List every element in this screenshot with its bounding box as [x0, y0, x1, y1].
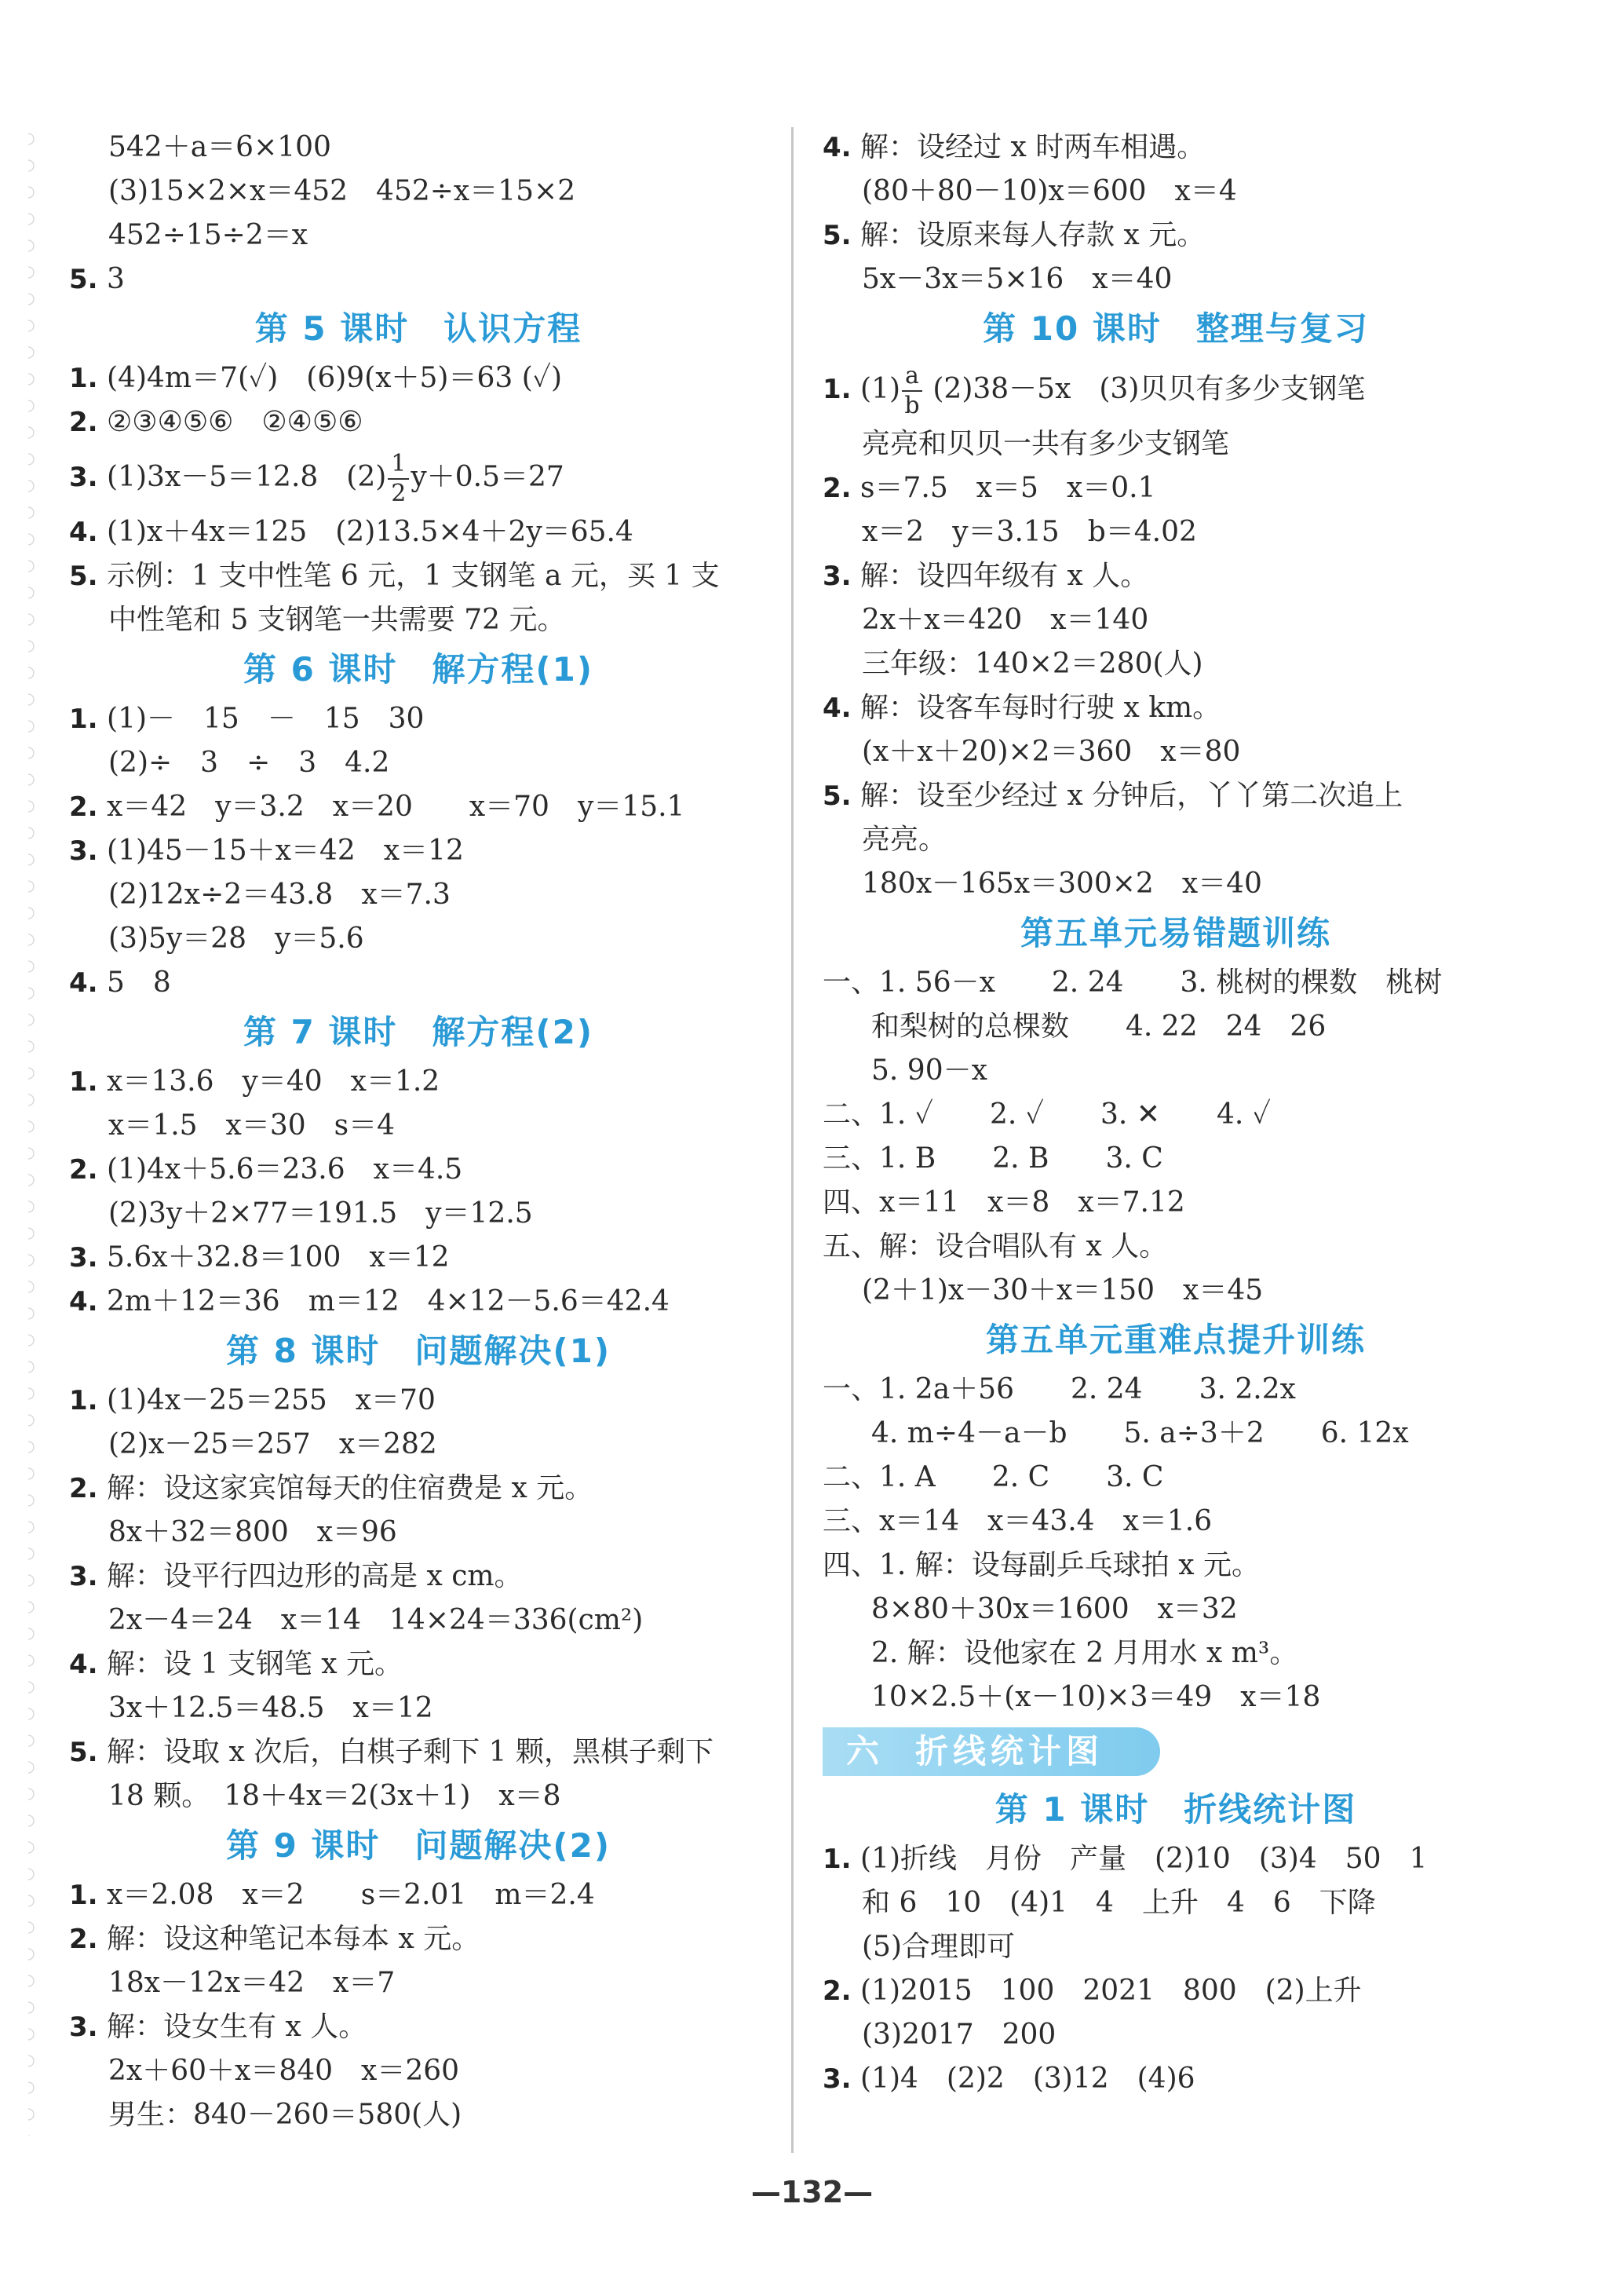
section-heading: 第 1 课时 折线统计图 — [994, 1790, 1357, 1829]
item-text: 解：设平行四边形的高是 x cm。 — [107, 1560, 523, 1592]
fraction: $\frac{a}{b}$ — [902, 364, 922, 418]
item-text: (1)－ 15 － 15 30 — [107, 703, 425, 735]
item-text: 解：设这种笔记本每本 x 元。 — [107, 1923, 480, 1955]
text-line: 中性笔和 5 支钢笔一共需要 72 元。 — [108, 604, 566, 636]
text-line: (2)x－25＝257 x＝282 — [108, 1428, 437, 1460]
text-line: (2＋1)x－30＋x＝150 x＝45 — [862, 1274, 1264, 1306]
answer-item: 一、1. 56－x 2. 24 3. 桃树的棵数 桃树 — [823, 967, 1443, 999]
text-line: 452÷15÷2＝x — [108, 219, 308, 251]
answer-item: 5. 解：设原来每人存款 x 元。 — [823, 219, 1206, 251]
answer-item: 4. 解：设客车每时行驶 x km。 — [823, 692, 1221, 724]
answer-item: 3. 解：设平行四边形的高是 x cm。 — [69, 1560, 523, 1592]
item-text: (1)x＋4x＝125 (2)13.5×4＋2y＝65.4 — [107, 516, 633, 548]
answer-item — [69, 258, 768, 301]
answer-item: 3. 5.6x＋32.8＝100 x＝12 — [69, 1241, 450, 1274]
answer-item: 5. 解：设至少经过 x 分钟后，丫丫第二次追上 — [823, 780, 1403, 812]
text-line: 5. 90－x — [871, 1054, 987, 1087]
answer-item: 3. (1)45－15＋x＝42 x＝12 — [69, 835, 464, 867]
item-text: x＝42 y＝3.2 x＝20 x＝70 y＝15.1 — [107, 791, 685, 823]
unit-number: 六 — [846, 1732, 885, 1771]
item-text: 解：设客车每时行驶 x km。 — [860, 692, 1221, 724]
answer-item: 2. (1)2015 100 2021 800 (2)上升 — [823, 1975, 1362, 2007]
text-line: 三年级：140×2＝280(人) — [862, 648, 1203, 680]
text-line: 542＋a＝6×100 — [108, 131, 331, 163]
item-text: (1)2015 100 2021 800 (2)上升 — [860, 1975, 1362, 2007]
text-line: (3)2017 200 — [862, 2019, 1057, 2051]
text-line: 10×2.5＋(x－10)×3＝49 x＝18 — [871, 1681, 1321, 1713]
item-text: 解：设 1 支钢笔 x 元。 — [107, 1648, 403, 1680]
item-text: 5 8 — [107, 967, 171, 999]
item-text: x＝2.08 x＝2 s＝2.01 m＝2.4 — [107, 1879, 595, 1911]
section-heading: 第 5 课时 认识方程 — [254, 309, 582, 348]
answer-item: 2. (1)4x＋5.6＝23.6 x＝4.5 — [69, 1153, 463, 1186]
left-column — [69, 126, 768, 2137]
answer-item: 4. 5 8 — [69, 967, 171, 999]
answer-item: 2. ②③④⑤⑥ ②④⑤⑥ — [69, 406, 363, 438]
text-line: (3)5y＝28 y＝5.6 — [108, 923, 364, 955]
item-text: 解：设女生有 x 人。 — [107, 2011, 367, 2043]
text-line: 2x－4＝24 x＝14 14×24＝336(cm²) — [108, 1604, 644, 1636]
answer-item: 二、1. A 2. C 3. C — [823, 1461, 1164, 1493]
answer-item: 2. 解：设这家宾馆每天的住宿费是 x 元。 — [69, 1472, 593, 1504]
answer-item: 5. 解：设取 x 次后，白棋子剩下 1 颗，黑棋子剩下 — [69, 1736, 714, 1768]
fraction: $\frac{1}{2}$ — [388, 452, 409, 506]
item-text: (1)3x－5＝12.8 (2) — [107, 461, 387, 493]
item-text: s＝7.5 x＝5 x＝0.1 — [860, 472, 1156, 504]
item-text: 解：设原来每人存款 x 元。 — [860, 219, 1206, 251]
answer-item: 4. 解：设经过 x 时两车相遇。 — [823, 131, 1206, 163]
answer-item: 2. s＝7.5 x＝5 x＝0.1 — [823, 472, 1156, 504]
text-line: x＝2 y＝3.15 b＝4.02 — [862, 516, 1197, 548]
answer-item: 1. x＝2.08 x＝2 s＝2.01 m＝2.4 — [69, 1879, 595, 1911]
item-text: (1)45－15＋x＝42 x＝12 — [107, 835, 464, 867]
text-line: 4. m÷4－a－b 5. a÷3＋2 6. 12x — [871, 1417, 1409, 1449]
section-heading: 第 10 课时 整理与复习 — [983, 309, 1369, 348]
text-line: (3)15×2×x＝452 452÷x＝15×2 — [108, 175, 576, 207]
text-line: 2x＋x＝420 x＝140 — [862, 604, 1149, 636]
item-text: y＋0.5＝27 — [411, 461, 564, 493]
item-text: 示例：1 支中性笔 6 元，1 支钢笔 a 元，买 1 支 — [107, 560, 720, 592]
answer-item: 1. (1)折线 月份 产量 (2)10 (3)4 50 1 — [823, 1843, 1428, 1875]
section-heading: 第五单元易错题训练 — [1020, 914, 1331, 952]
text-line: 和梨树的总棵数 4. 22 24 26 — [871, 1010, 1327, 1043]
item-text: 5.6x＋32.8＝100 x＝12 — [107, 1241, 450, 1274]
item-text: 3 — [107, 263, 125, 295]
item-text: 解：设至少经过 x 分钟后，丫丫第二次追上 — [860, 780, 1403, 812]
item-text: (1)4 (2)2 (3)12 (4)6 — [860, 2063, 1195, 2095]
section-heading: 第 9 课时 问题解决(2) — [225, 1826, 611, 1865]
item-text: 解：设四年级有 x 人。 — [860, 560, 1149, 592]
unit-pill — [823, 1727, 1160, 1776]
text-line: 和 6 10 (4)1 4 上升 4 6 下降 — [862, 1887, 1376, 1919]
answer-item: 3. (1)4 (2)2 (3)12 (4)6 — [823, 2063, 1195, 2095]
answer-item: 五、解：设合唱队有 x 人。 — [823, 1230, 1168, 1263]
text-line: 3x＋12.5＝48.5 x＝12 — [108, 1692, 433, 1724]
answer-item: 一、1. 2a＋56 2. 24 3. 2.2x — [823, 1373, 1296, 1405]
item-text: (4)4m＝7(✓) (6)9(x＋5)＝63 (✓) — [107, 362, 563, 394]
answer-item: 4. 解：设 1 支钢笔 x 元。 — [69, 1648, 403, 1680]
item-text: (1)4x－25＝255 x＝70 — [107, 1384, 436, 1416]
answer-item: 1. x＝13.6 y＝40 x＝1.2 — [69, 1065, 440, 1098]
binding-edge — [28, 126, 41, 2136]
item-text: (1) — [860, 373, 901, 405]
unit-banner — [823, 1724, 1529, 1779]
answer-item: 3. 解：设女生有 x 人。 — [69, 2011, 367, 2043]
text-line: 8x＋32＝800 x＝96 — [108, 1516, 397, 1548]
text-line: 180x－165x＝300×2 x＝40 — [862, 868, 1262, 900]
answer-item: 3. (1)3x－5＝12.8 (2) $\frac{1}{2}$ y＋0.5＝27 — [69, 450, 564, 507]
section-heading: 第 8 课时 问题解决(1) — [225, 1332, 611, 1370]
text-line: 亮亮。 — [862, 824, 947, 856]
item-text: (2)38－5x (3)贝贝有多少支钢笔 — [932, 373, 1366, 405]
text-line: (x＋x＋20)×2＝360 x＝80 — [862, 736, 1241, 768]
column-divider — [791, 127, 794, 2153]
text-line: 男生：840－260＝580(人) — [108, 2099, 462, 2131]
answer-item: 2. 解：设这种笔记本每本 x 元。 — [69, 1923, 480, 1955]
item-text: 解：设取 x 次后，白棋子剩下 1 颗，黑棋子剩下 — [107, 1736, 714, 1768]
text-line: 2x＋60＋x＝840 x＝260 — [108, 2055, 460, 2087]
text-line: x＝1.5 x＝30 s＝4 — [108, 1109, 396, 1142]
answer-item: 三、x＝14 x＝43.4 x＝1.6 — [823, 1505, 1213, 1537]
text-line: 亮亮和贝贝一共有多少支钢笔 — [862, 428, 1230, 460]
answer-item: 5. 示例：1 支中性笔 6 元，1 支钢笔 a 元，买 1 支 — [69, 560, 720, 592]
item-text: 解：设这家宾馆每天的住宿费是 x 元。 — [107, 1472, 593, 1504]
answer-item: 4. 2m＋12＝36 m＝12 4×12－5.6＝42.4 — [69, 1285, 670, 1317]
text-line: (2)÷ 3 ÷ 3 4.2 — [108, 747, 390, 779]
answer-item: 1. (1)4x－25＝255 x＝70 — [69, 1384, 436, 1416]
text-line: (2)3y＋2×77＝191.5 y＝12.5 — [108, 1197, 533, 1230]
answer-item: 四、1. 解：设每副乒乓球拍 x 元。 — [823, 1549, 1260, 1581]
answer-item: 三、1. B 2. B 3. C — [823, 1142, 1163, 1175]
page-number: —132— — [750, 2175, 874, 2209]
answer-item: 2. x＝42 y＝3.2 x＝20 x＝70 y＝15.1 — [69, 791, 685, 823]
text-line: 2. 解：设他家在 2 月用水 x m³。 — [871, 1637, 1298, 1669]
section-heading: 第 7 课时 解方程(2) — [243, 1013, 594, 1051]
unit-title: 折线统计图 — [915, 1732, 1104, 1771]
text-line: 18x－12x＝42 x＝7 — [108, 1967, 396, 1999]
text-line: (2)12x÷2＝43.8 x＝7.3 — [108, 879, 451, 911]
section-heading: 第五单元重难点提升训练 — [985, 1321, 1366, 1359]
text-line: (5)合理即可 — [862, 1931, 1015, 1963]
answer-item: 1. (1)－ 15 － 15 30 — [69, 703, 425, 735]
answer-item: 4. (1)x＋4x＝125 (2)13.5×4＋2y＝65.4 — [69, 516, 633, 548]
answer-item: 1. (4)4m＝7(✓) (6)9(x＋5)＝63 (✓) — [69, 362, 563, 394]
item-text: ②③④⑤⑥ ②④⑤⑥ — [107, 406, 363, 438]
text-line: 18 颗。 18＋4x＝2(3x＋1) x＝8 — [108, 1780, 561, 1812]
text-line: 5x－3x＝5×16 x＝40 — [862, 263, 1173, 295]
item-text: (1)折线 月份 产量 (2)10 (3)4 50 1 — [860, 1843, 1428, 1875]
answer-item: 二、1. ✓ 2. ✓ 3. ✕ 4. ✓ — [823, 1098, 1271, 1131]
item-number: 5. — [69, 264, 98, 295]
right-column — [823, 126, 1529, 2101]
text-line: (80＋80－10)x＝600 x＝4 — [862, 175, 1237, 207]
answer-item: 四、x＝11 x＝8 x＝7.12 — [823, 1186, 1185, 1219]
item-text: x＝13.6 y＝40 x＝1.2 — [107, 1065, 440, 1098]
item-text: 2m＋12＝36 m＝12 4×12－5.6＝42.4 — [107, 1285, 670, 1317]
answer-item: 3. 解：设四年级有 x 人。 — [823, 560, 1149, 592]
item-text: (1)4x＋5.6＝23.6 x＝4.5 — [107, 1153, 463, 1186]
section-heading: 第 6 课时 解方程(1) — [243, 650, 594, 689]
answer-item: 1. (1) $\frac{a}{b}$ (2)38－5x (3)贝贝有多少支钢笔 — [823, 362, 1366, 419]
text-line: 8×80＋30x＝1600 x＝32 — [871, 1593, 1238, 1625]
item-text: 解：设经过 x 时两车相遇。 — [860, 131, 1206, 163]
